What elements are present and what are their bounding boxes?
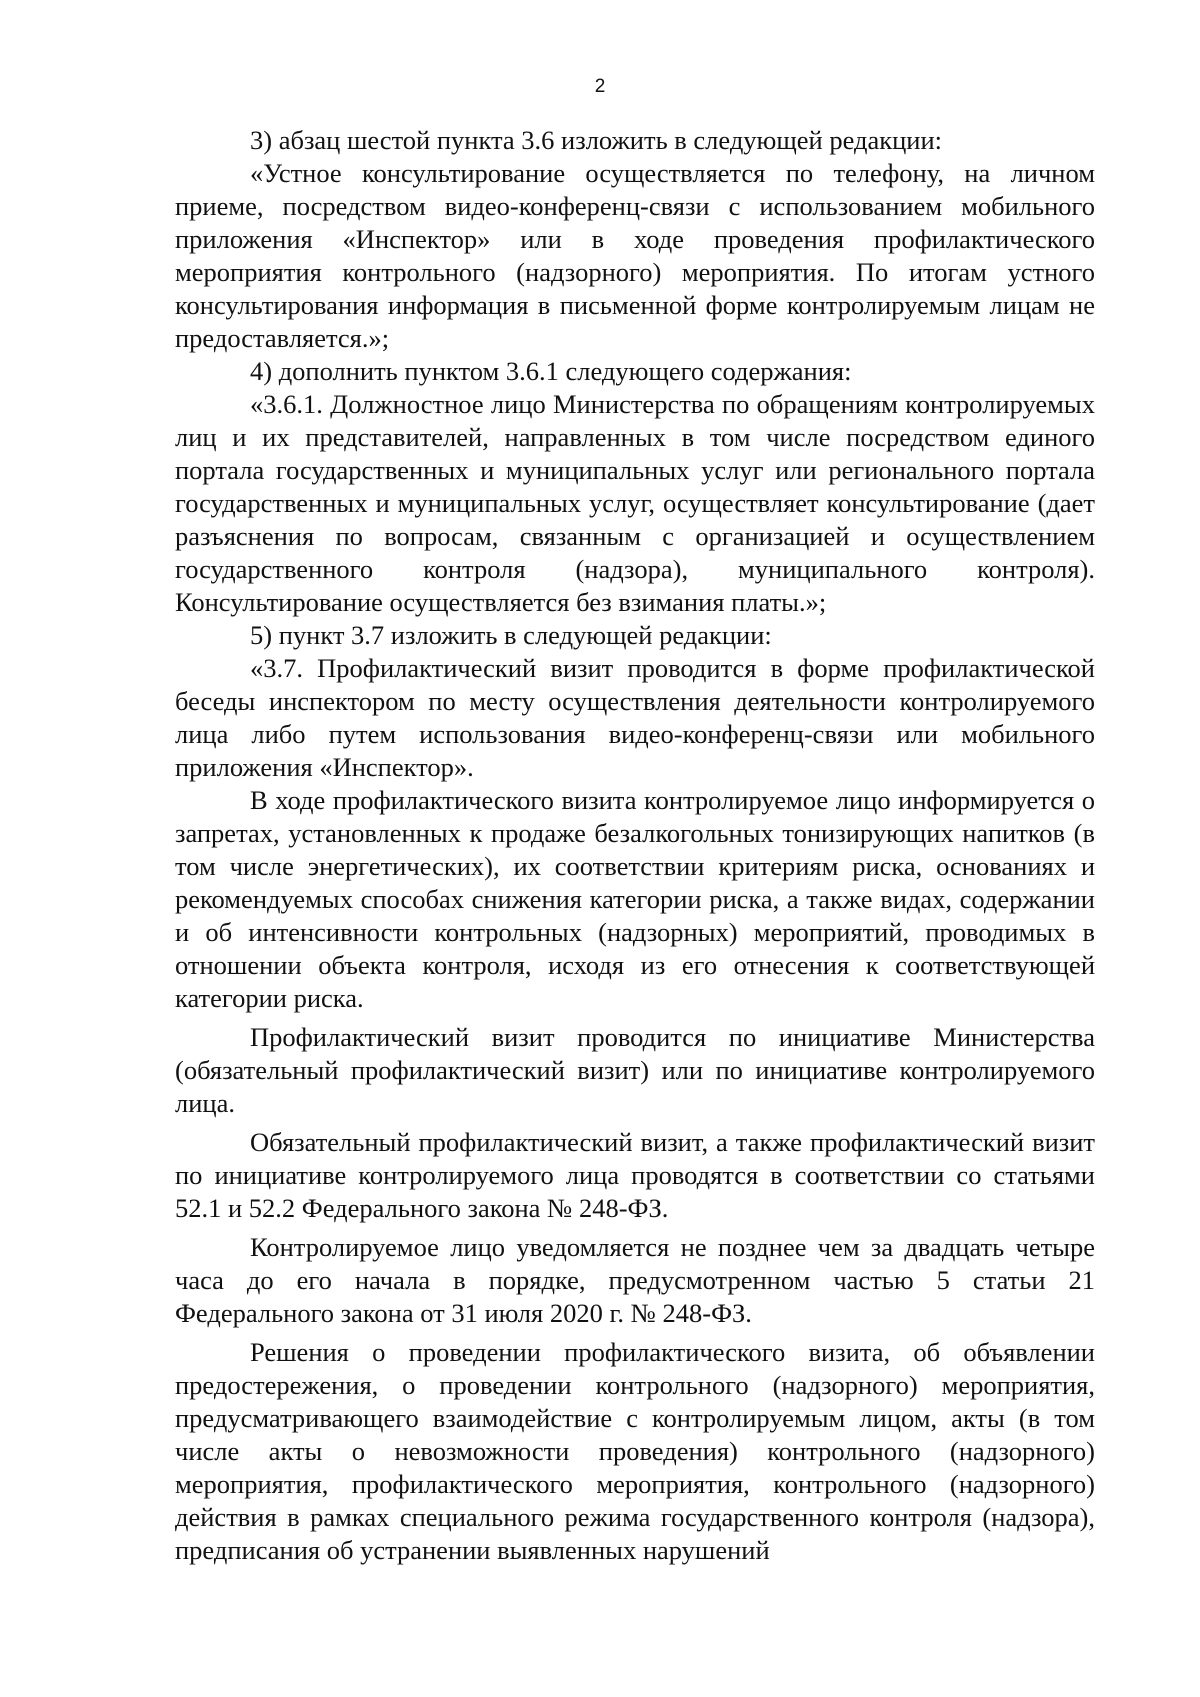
paragraph-decisions: Решения о проведении профилактического визита, об объявлении предостережения, о проведении контрольного (надзорного) мероприятия, предусматривающего взаимодействие с контролируемым лицом, акты (в том числе акты о невозможности проведения) контрольного (надзорного) мероприятия, профилактического мероприятия, контрольного (надзорного) действия в рамках специального режима государственного контроля (надзора), предписания об устранении выявленных нарушений [175, 1337, 1095, 1565]
paragraph-item-5: 5) пункт 3.7 изложить в следующей редакции: [250, 620, 772, 650]
paragraph-visit-initiative: Профилактический визит проводится по инициативе Министерства (обязательный профилактический визит) или по инициативе контролируемого лица. [175, 1022, 1095, 1118]
paragraph-item-3: 3) абзац шестой пункта 3.6 изложить в следующей редакции: [250, 125, 943, 155]
paragraph-mandatory-visit: Обязательный профилактический визит, а также профилактический визит по инициативе контролируемого лица проводятся в соответствии со статьями 52.1 и 52.2 Федерального закона № 248-ФЗ. [175, 1127, 1095, 1223]
paragraph-visit-topics: В ходе профилактического визита контролируемое лицо информируется о запретах, установленных к продаже безалкогольных тонизирующих напитков (в том числе энергетических), их соответствии критериям риска, основаниях и рекомендуемых способах снижения категории риска, а также видах, содержании и об интенсивности контрольных (надзорных) мероприятий, проводимых в отношении объекта контроля, исходя из его отнесения к соответствующей категории риска. [175, 785, 1095, 1013]
paragraph-item-4: 4) дополнить пунктом 3.6.1 следующего содержания: [250, 356, 852, 386]
paragraph-notification: Контролируемое лицо уведомляется не позднее чем за двадцать четыре часа до его начала в порядке, предусмотренном частью 5 статьи 21 Федерального закона от 31 июля 2020 г. № 248-ФЗ. [175, 1232, 1095, 1328]
document-body [175, 124, 1095, 1567]
paragraph-quote-3-7: «3.7. Профилактический визит проводится в форме профилактической беседы инспектором по месту осуществления деятельности контролируемого лица либо путем использования видео-конференц-связи или мобильного приложения «Инспектор». [175, 653, 1095, 782]
page-number: 2 [594, 76, 606, 97]
paragraph-quote-3-6: «Устное консультирование осуществляется по телефону, на личном приеме, посредством видео-конференц-связи с использованием мобильного приложения «Инспектор» или в ходе проведения профилактического мероприятия контрольного (надзорного) мероприятия. По итогам устного консультирования информация в письменной форме контролируемым лицам не предоставляется.»; [175, 158, 1095, 353]
paragraph-quote-3-6-1: «3.6.1. Должностное лицо Министерства по обращениям контролируемых лиц и их представителей, направленных в том числе посредством единого портала государственных и муниципальных услуг или регионального портала государственных и муниципальных услуг, осуществляет консультирование (дает разъяснения по вопросам, связанным с организацией и осуществлением государственного контроля (надзора), муниципального контроля). Консультирование осуществляется без взимания платы.»; [175, 389, 1095, 617]
